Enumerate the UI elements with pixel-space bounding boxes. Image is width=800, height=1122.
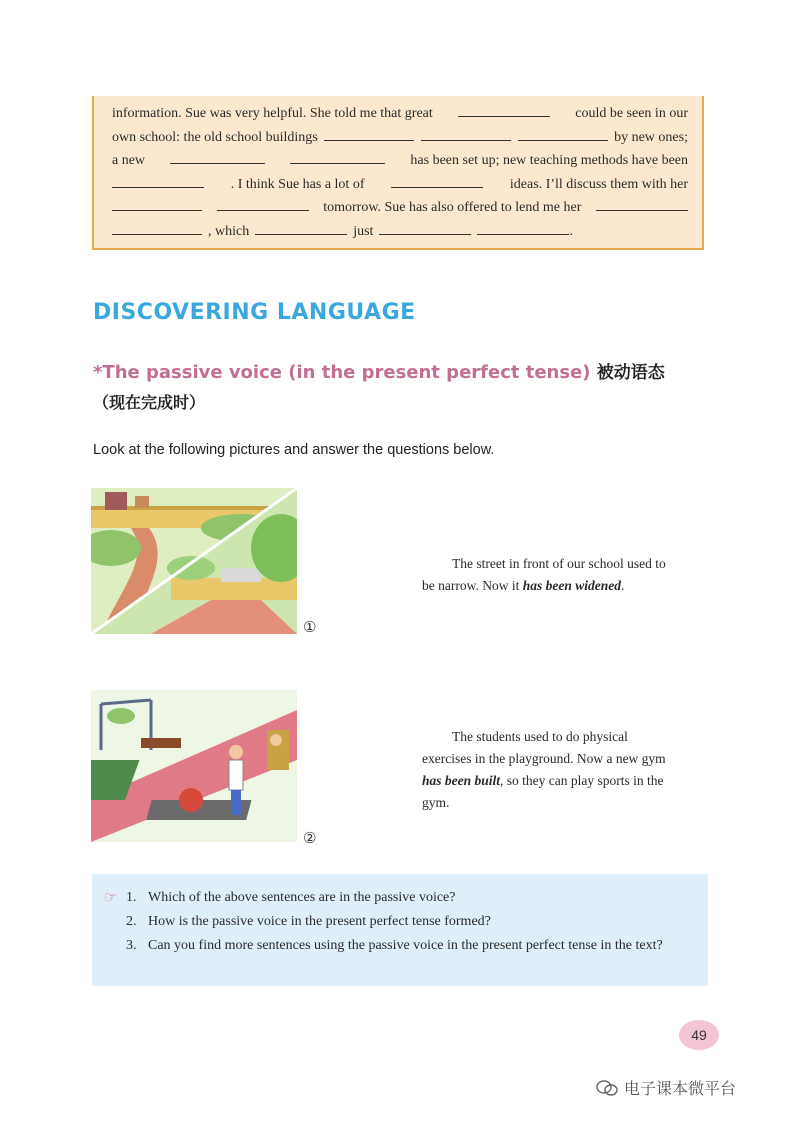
picture-caption <box>422 726 672 814</box>
blank <box>458 104 550 117</box>
question-text: Which of the above sentences are in the passive voice? <box>148 890 456 905</box>
blank <box>324 128 414 141</box>
passage-text: by new ones; <box>614 129 688 145</box>
wechat-icon <box>596 1079 618 1097</box>
question-number: 1. <box>126 890 137 905</box>
caption-text: The students used to do physical exercises in the playground. Now a new gym <box>422 729 666 766</box>
picture-number: ① <box>303 618 317 636</box>
blank <box>170 151 265 164</box>
passage-text: , which <box>208 223 250 239</box>
question-text: Can you find more sentences using the passive voice in the present perfect tense in the text? <box>148 938 663 953</box>
watermark <box>596 1076 736 1099</box>
blank <box>421 128 511 141</box>
caption-emphasis: has been widened <box>522 578 621 593</box>
subsection-subtitle-zh: （现在完成时） <box>93 393 206 412</box>
blank <box>391 175 483 188</box>
question-item <box>104 934 692 958</box>
passage-text: . <box>569 223 573 239</box>
caption-text: . <box>621 578 625 593</box>
blank <box>112 198 202 211</box>
caption-emphasis: has been built <box>422 773 501 788</box>
fill-in-passage-box <box>92 96 704 250</box>
passage-text: ideas. I’ll discuss them with her <box>509 176 688 192</box>
instruction-text: Look at the following pictures and answer the questions below. <box>93 442 495 458</box>
question-item <box>104 910 692 934</box>
question-number: 2. <box>126 914 137 929</box>
passage-text: own school: the old school buildings <box>112 129 318 145</box>
blank <box>477 222 569 235</box>
passage-text: could be seen in our <box>575 106 688 121</box>
question-number: 3. <box>126 938 137 953</box>
blank <box>379 222 471 235</box>
blank <box>112 222 202 235</box>
subsection-title-zh: 被动语态 <box>596 363 665 383</box>
caption-text: The street in front of our school used to be narrow. Now it <box>422 556 666 593</box>
picture-caption <box>422 553 672 597</box>
passage-text: . I think Sue has a lot of <box>230 176 365 192</box>
passage-text: has been set up; new teaching methods have been <box>410 153 688 169</box>
subsection-title-en: *The passive voice (in the present perfect tense) <box>93 362 591 383</box>
blank <box>112 175 204 188</box>
passage-line <box>112 149 688 173</box>
pointing-hand-icon: ☞ <box>104 890 118 906</box>
passage-line <box>112 173 688 197</box>
blank <box>217 198 309 211</box>
passage-text: a new <box>112 153 146 169</box>
passage-text: tomorrow. Sue has also offered to lend me her <box>323 200 582 216</box>
passage-text: just <box>353 223 374 239</box>
passage-line <box>112 220 688 244</box>
question-item <box>104 886 692 910</box>
blank <box>596 198 688 211</box>
picture-number: ② <box>303 829 317 847</box>
subsection-title <box>93 358 665 383</box>
passage-line <box>112 102 688 126</box>
watermark-text: 电子课本微平台 <box>624 1079 737 1098</box>
passage-line <box>112 196 688 220</box>
passage-line <box>112 126 688 150</box>
page-number: 49 <box>679 1020 719 1050</box>
caption-text: , so they can play sports in the gym. <box>422 773 664 810</box>
blank <box>290 151 385 164</box>
blank <box>255 222 347 235</box>
blank <box>518 128 608 141</box>
section-title: DISCOVERING LANGUAGE <box>93 300 416 325</box>
street-widened-illustration <box>91 488 297 634</box>
gym-built-illustration <box>91 690 297 842</box>
question-text: How is the passive voice in the present perfect tense formed? <box>148 914 491 929</box>
passage-text: information. Sue was very helpful. She told me that great <box>112 106 433 121</box>
questions-box <box>92 874 708 986</box>
